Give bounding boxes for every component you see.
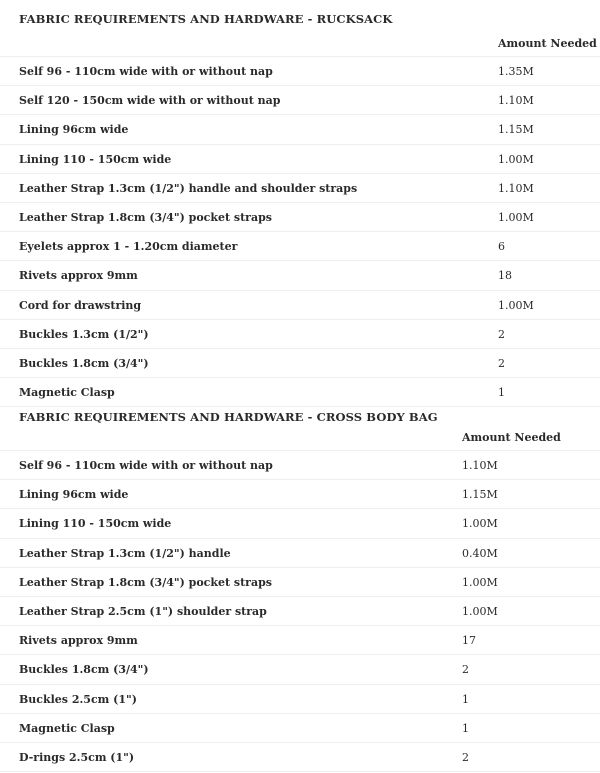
table-row <box>0 290 600 319</box>
requirements-table <box>0 450 600 772</box>
item-amount: 1.00M <box>462 575 498 589</box>
item-amount: 1.00M <box>498 152 534 166</box>
item-name: Eyelets approx 1 - 1.20cm diameter <box>19 240 238 254</box>
item-name: Leather Strap 1.3cm (1/2") handle and shoulder straps <box>19 181 358 195</box>
item-name: Leather Strap 2.5cm (1") shoulder strap <box>19 604 267 618</box>
item-amount: 18 <box>498 269 512 283</box>
item-name: Rivets approx 9mm <box>19 269 138 283</box>
amount-column-header: Amount Needed <box>498 37 597 50</box>
item-name: Lining 110 - 150cm wide <box>19 152 172 166</box>
item-name: Lining 96cm wide <box>19 488 129 502</box>
item-amount: 6 <box>498 240 505 254</box>
table-row <box>0 173 600 202</box>
item-amount: 0.40M <box>462 546 498 560</box>
item-name: Leather Strap 1.8cm (3/4") pocket straps <box>19 575 272 589</box>
item-name: Lining 110 - 150cm wide <box>19 517 172 531</box>
table-row <box>0 85 600 114</box>
item-name: Lining 96cm wide <box>19 123 129 137</box>
item-amount: 1 <box>462 721 469 735</box>
item-amount: 1.00M <box>498 298 534 312</box>
section-title: FABRIC REQUIREMENTS AND HARDWARE - RUCKSACK <box>19 12 393 26</box>
item-amount: 1.00M <box>498 210 534 224</box>
item-name: Self 96 - 110cm wide with or without nap <box>19 459 273 472</box>
table-row <box>0 144 600 173</box>
item-name: Buckles 1.8cm (3/4") <box>19 356 149 370</box>
item-name: Cord for drawstring <box>19 298 142 312</box>
item-name: Self 120 - 150cm wide with or without nap <box>19 94 281 108</box>
item-amount: 2 <box>498 327 505 341</box>
requirements-table <box>0 56 600 407</box>
item-amount: 1.15M <box>498 123 534 137</box>
table-row <box>0 377 600 407</box>
table-row <box>0 742 600 772</box>
item-name: Magnetic Clasp <box>19 386 115 400</box>
table-row <box>0 684 600 713</box>
item-amount: 1.15M <box>462 488 498 502</box>
item-name: Buckles 1.8cm (3/4") <box>19 663 149 677</box>
table-row <box>0 114 600 143</box>
item-amount: 1.10M <box>498 94 534 108</box>
item-name: Buckles 1.3cm (1/2") <box>19 327 149 341</box>
item-amount: 17 <box>462 634 476 648</box>
table-row <box>0 713 600 742</box>
table-row <box>0 538 600 567</box>
item-amount: 1.00M <box>462 517 498 531</box>
item-amount: 1.35M <box>498 65 534 78</box>
table-row <box>0 625 600 654</box>
section-title: FABRIC REQUIREMENTS AND HARDWARE - CROSS BODY BAG <box>19 410 438 424</box>
item-amount: 1.00M <box>462 604 498 618</box>
table-row <box>0 479 600 508</box>
item-amount: 1 <box>498 386 505 400</box>
table-row <box>0 319 600 348</box>
item-amount: 1 <box>462 692 469 706</box>
item-name: D-rings 2.5cm (1") <box>19 750 135 764</box>
table-row <box>0 508 600 537</box>
table-row <box>0 348 600 377</box>
item-amount: 2 <box>462 750 469 764</box>
table-row <box>0 567 600 596</box>
table-row <box>0 596 600 625</box>
table-row <box>0 231 600 260</box>
item-amount: 1.10M <box>462 459 498 472</box>
item-name: Leather Strap 1.8cm (3/4") pocket straps <box>19 210 272 224</box>
table-row <box>0 202 600 231</box>
table-row <box>0 260 600 289</box>
item-name: Self 96 - 110cm wide with or without nap <box>19 65 273 78</box>
table-row <box>0 450 600 479</box>
item-amount: 2 <box>498 356 505 370</box>
item-name: Buckles 2.5cm (1") <box>19 692 137 706</box>
table-row <box>0 56 600 85</box>
table-row <box>0 654 600 683</box>
item-name: Leather Strap 1.3cm (1/2") handle <box>19 546 231 560</box>
amount-column-header: Amount Needed <box>462 431 561 444</box>
item-name: Rivets approx 9mm <box>19 634 138 648</box>
item-name: Magnetic Clasp <box>19 721 115 735</box>
item-amount: 2 <box>462 663 469 677</box>
item-amount: 1.10M <box>498 181 534 195</box>
